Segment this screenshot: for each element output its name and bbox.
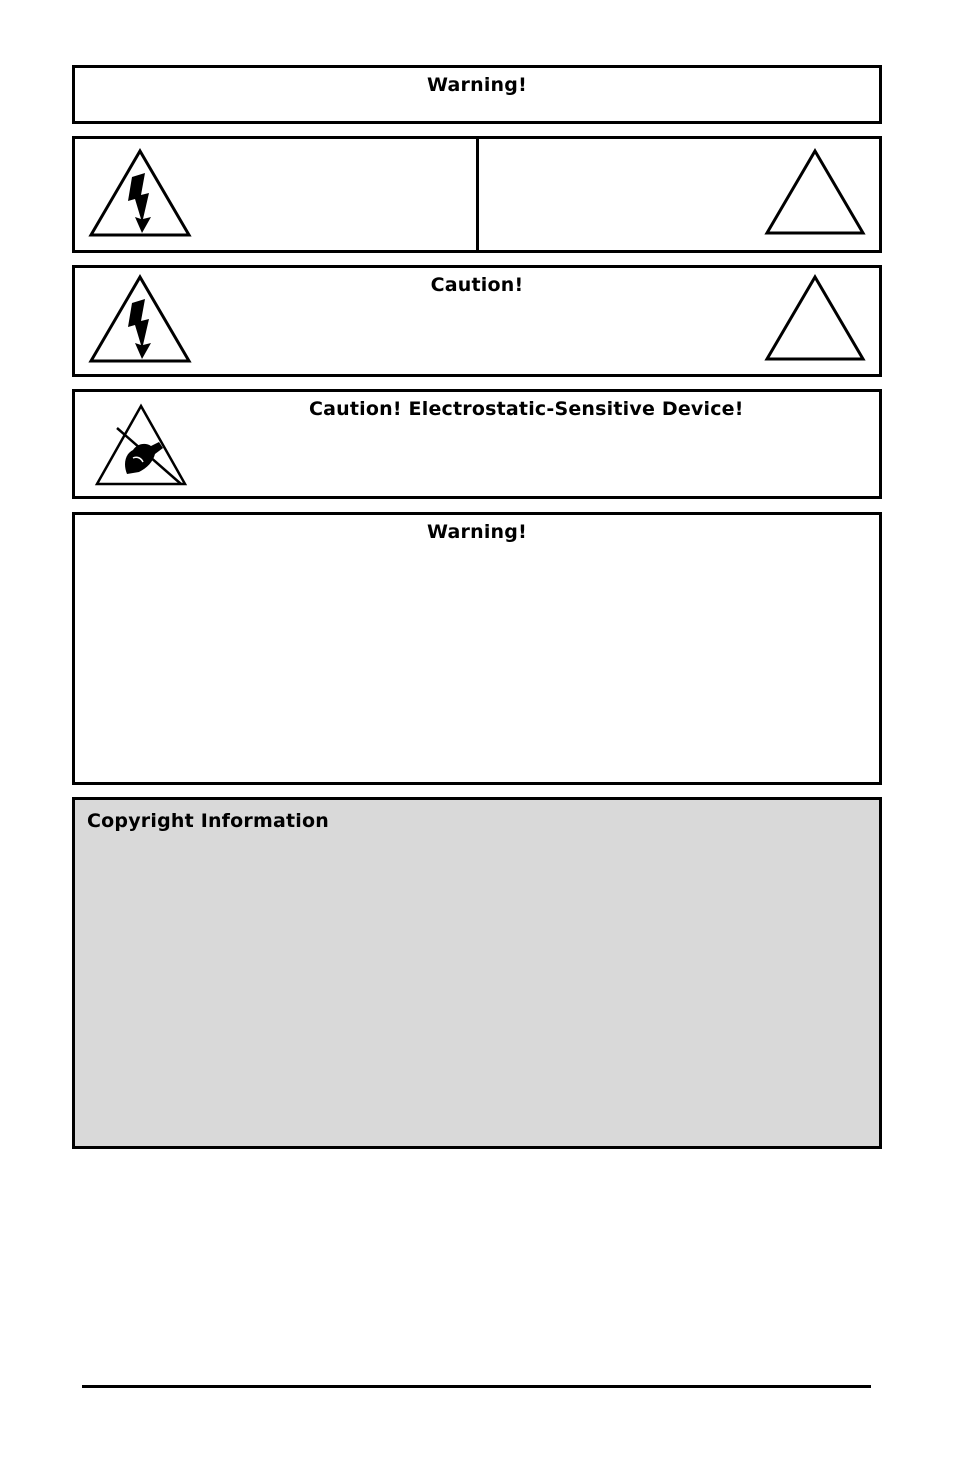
copyright-information-box: [72, 797, 882, 1149]
warning-notice-large: [72, 512, 882, 785]
warning-notice-top: [72, 65, 882, 124]
general-caution-triangle-icon: [763, 273, 867, 365]
high-voltage-warning-icon: [87, 147, 193, 241]
footer-rule: [82, 1385, 871, 1388]
high-voltage-warning-icon: [87, 273, 193, 367]
warning-title: Warning!: [427, 521, 527, 543]
copyright-title: Copyright Information: [87, 810, 329, 832]
esd-sensitive-device-icon: [93, 402, 189, 488]
column-divider: [476, 139, 479, 250]
general-caution-triangle-icon: [763, 147, 867, 239]
caution-notice: [72, 265, 882, 377]
warning-title: Warning!: [427, 74, 527, 96]
esd-caution-notice: [72, 389, 882, 499]
caution-title: Caution!: [430, 274, 524, 296]
esd-caution-title: Caution! Electrostatic-Sensitive Device!: [309, 398, 744, 420]
shock-hazard-notice: [72, 136, 882, 253]
